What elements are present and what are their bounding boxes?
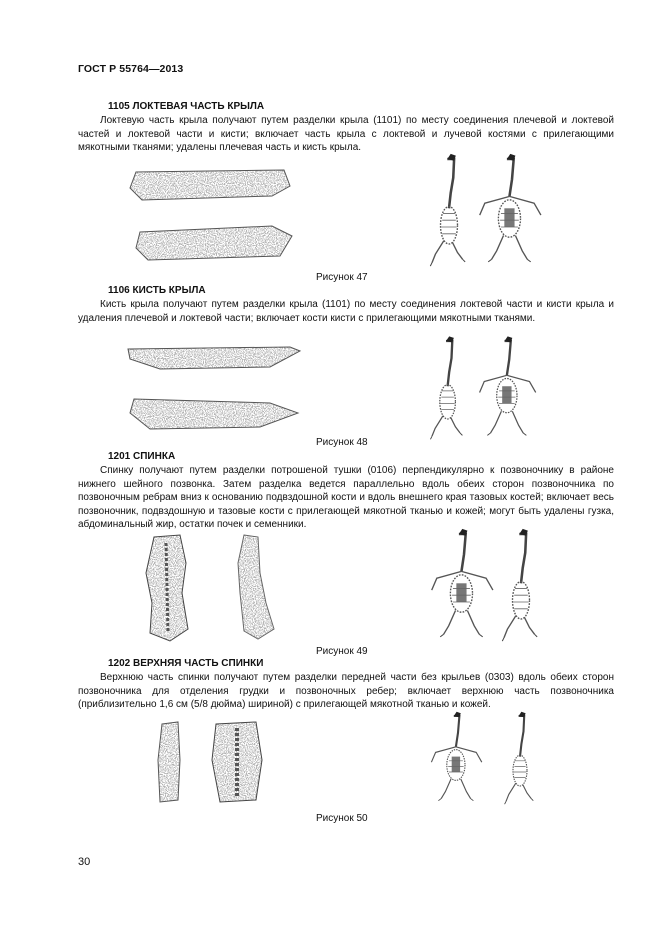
back-photo-1201	[140, 533, 300, 645]
section-heading-1106: 1106 КИСТЬ КРЫЛА	[108, 285, 206, 296]
upper-back-photo-1202	[152, 720, 272, 804]
figure-caption-49: Рисунок 49	[316, 646, 368, 657]
section-text-1105: Локтевую часть крыла получают путем разделки крыла (1101) по месту соединения плечевой и локтевой частей и локтевой части и кисти; включает часть крыла с локтевой и лучевой костями с прилегающими мякотными тканями; удалены плечевая часть и кисть крыла.	[78, 115, 614, 154]
skeleton-diagram-48	[432, 337, 542, 437]
standard-designation: ГОСТ Р 55764—2013	[78, 63, 184, 75]
section-text-1201: Спинку получают путем разделки потрошеной тушки (0106) перпендикулярно к позвоночнику в районе нижнего шейного позвонка. Затем разделка ведется параллельно вдоль обеих сторон позвоночника по позвоночным ребрам вниз к основанию подвздошной кости и вдоль внешнего края тазовых костей; включает весь позвоночник, подвздошную и тазовые кости с прилегающей мякотной тканью и кожей; могут быть удалены гузка, абдоминальный жир, остатки почек и семенники.	[78, 465, 614, 531]
page-number: 30	[78, 856, 91, 868]
skeleton-diagram-47	[432, 155, 542, 270]
figure-caption-47: Рисунок 47	[316, 272, 368, 283]
skeleton-diagram-49	[430, 530, 550, 645]
section-heading-1202: 1202 ВЕРХНЯЯ ЧАСТЬ СПИНКИ	[108, 658, 264, 669]
wing-tip-photo-1106	[120, 343, 305, 435]
section-text-1106: Кисть крыла получают путем разделки крыла (1101) по месту соединения локтевой части и кисти крыла и удаления плечевой и локтевой части; включает кости кисти с прилегающими мякотными тканями.	[78, 299, 614, 324]
figure-caption-48: Рисунок 48	[316, 437, 368, 448]
section-heading-1201: 1201 СПИНКА	[108, 451, 176, 462]
wing-part-photo-1105	[122, 160, 297, 268]
figure-caption-50: Рисунок 50	[316, 813, 368, 824]
section-text-1202: Верхнюю часть спинки получают путем разделки передней части без крыльев (0303) вдоль обеих сторон позвоночника для отделения грудки и позвоночных ребер; включает верхнюю часть позвоночника (приблизительно 1,6 см (5/8 дюйма) шириной) с прилегающей мякотной тканью и кожей.	[78, 672, 614, 711]
skeleton-diagram-50	[430, 712, 550, 807]
section-heading-1105: 1105 ЛОКТЕВАЯ ЧАСТЬ КРЫЛА	[108, 101, 265, 112]
